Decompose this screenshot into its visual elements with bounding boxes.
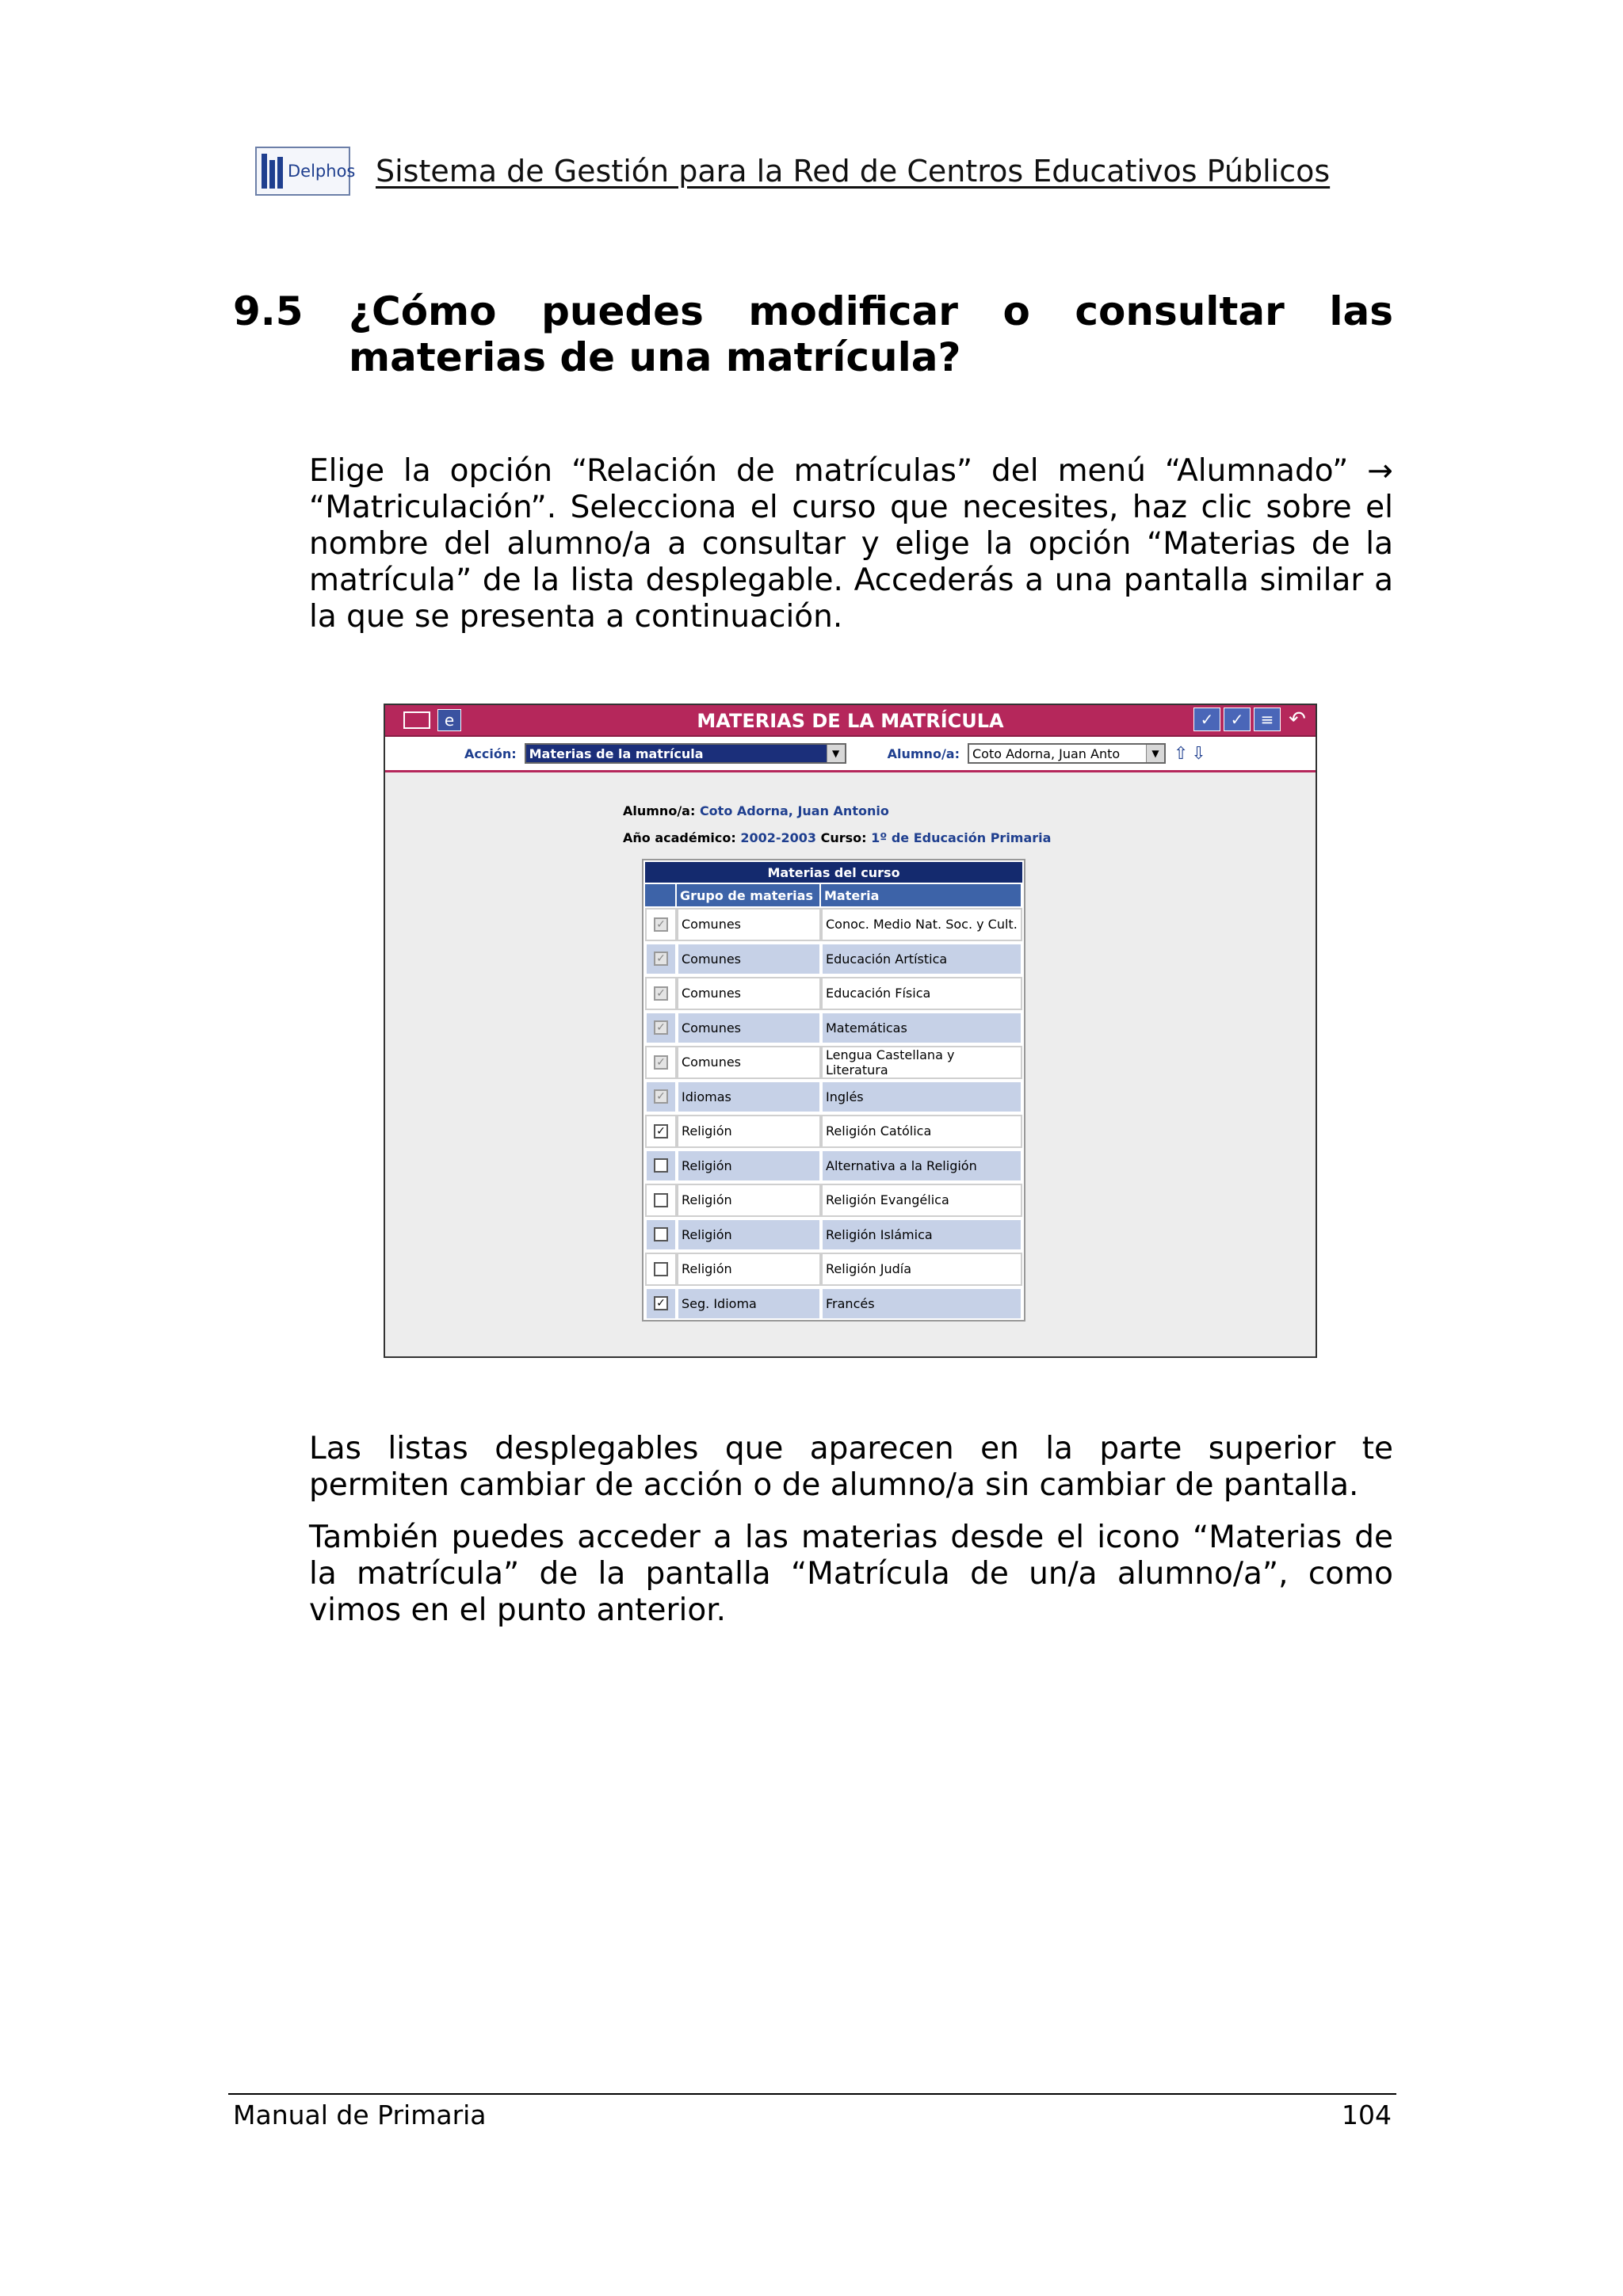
subject-checkbox: ✓ [654,1089,668,1104]
materia-cell: Religión Católica [821,1115,1022,1148]
anio-value: 2002-2003 [740,830,817,845]
header-materia: Materia [821,884,1022,906]
check-icon[interactable]: ✓ [1193,707,1220,731]
materia-cell: Educación Artística [821,943,1022,976]
title-word: las [1329,288,1393,334]
grupo-cell: Comunes [677,908,821,941]
row-check-cell [645,1115,677,1148]
row-check-cell [645,1219,677,1252]
page-header [255,146,1330,196]
section-title [349,288,1393,380]
curso-value: 1º de Educación Primaria [871,830,1052,845]
table-row [645,1046,1022,1079]
row-check-cell [645,1012,677,1045]
row-check-cell [645,1046,677,1079]
row-check-cell [645,1287,677,1321]
subject-checkbox[interactable] [654,1193,668,1207]
section-title-line2: materias de una matrícula? [349,334,961,380]
app-titlebar [385,705,1316,737]
table-row [645,1287,1022,1321]
subject-checkbox: ✓ [654,952,668,966]
subject-checkbox[interactable] [654,1227,668,1241]
grupo-cell: Religión [677,1184,821,1217]
app-toolbar [385,737,1316,772]
grupo-cell: Idiomas [677,1081,821,1114]
columns-icon [262,154,283,189]
accion-label: Acción: [464,746,517,761]
alumno-info-value: Coto Adorna, Juan Antonio [699,803,889,818]
accion-select-value: Materias de la matrícula [526,745,827,762]
table-header [645,884,1022,906]
table-row [645,1150,1022,1183]
chevron-down-icon: ▼ [827,745,845,762]
header-title: Sistema de Gestión para la Red de Centros Educativos Públicos [376,154,1331,189]
arrow-down-icon[interactable]: ⇩ [1191,743,1209,764]
row-check-cell [645,977,677,1010]
table-row [645,1219,1022,1252]
row-check-cell [645,908,677,941]
course-info [623,830,1051,845]
materia-cell: Religión Evangélica [821,1184,1022,1217]
anio-label: Año académico: [623,830,736,845]
table-row [645,1184,1022,1217]
alumno-info-label: Alumno/a: [623,803,696,818]
alumno-select[interactable] [968,743,1166,764]
page-number: 104 [1342,2100,1392,2130]
materias-table [642,859,1025,1322]
table-row [645,1012,1022,1045]
paragraph-dropdowns: Las listas desplegables que aparecen en la parte superior te permiten cambiar de acción o de alumno/a sin cambiar de pantalla. [309,1431,1393,1503]
titlebar-actions [1193,707,1311,731]
header-grupo: Grupo de materias [677,884,821,906]
row-check-cell [645,1184,677,1217]
title-word: ¿Cómo [349,288,497,334]
grupo-cell: Religión [677,1253,821,1286]
paragraph-intro: Elige la opción “Relación de matrículas” del menú “Alumnado” → “Matriculación”. Selecciona el curso que necesites, haz clic sobre el nombre del alumno/a a consultar y elige la opción “Materias de la matrícula” de la lista desplegable. Accederás a una pantalla similar a la que se presenta a continuación. [309,453,1393,635]
subject-checkbox[interactable]: ✓ [654,1124,668,1138]
subject-checkbox: ✓ [654,1055,668,1070]
row-check-cell [645,1081,677,1114]
footer-divider [228,2093,1396,2095]
table-row [645,1253,1022,1286]
section-number: 9.5 [233,288,304,334]
subject-checkbox: ✓ [654,1020,668,1035]
table-row [645,908,1022,941]
undo-icon[interactable]: ↶ [1289,707,1306,731]
table-row [645,1115,1022,1148]
subject-checkbox: ✓ [654,917,668,932]
document-icon[interactable]: ≡ [1254,707,1281,731]
e-icon[interactable]: e [437,709,461,731]
check-refresh-icon[interactable]: ✓ [1224,707,1251,731]
table-row [645,977,1022,1010]
materia-cell: Alternativa a la Religión [821,1150,1022,1183]
title-word: puedes [541,288,704,334]
subject-checkbox[interactable]: ✓ [654,1296,668,1310]
materia-cell: Religión Islámica [821,1219,1022,1252]
table-row [645,1081,1022,1114]
materia-cell: Conoc. Medio Nat. Soc. y Cult. [821,908,1022,941]
delphos-logo [255,147,356,196]
title-word: o [1002,288,1030,334]
row-check-cell [645,1253,677,1286]
subject-checkbox[interactable] [654,1262,668,1276]
materia-cell: Educación Física [821,977,1022,1010]
row-check-cell [645,1150,677,1183]
grupo-cell: Comunes [677,1046,821,1079]
grupo-cell: Religión [677,1150,821,1183]
title-word: consultar [1075,288,1285,334]
footer-title: Manual de Primaria [233,2100,487,2130]
materia-cell: Lengua Castellana y Literatura [821,1046,1022,1079]
subject-checkbox[interactable] [654,1158,668,1173]
table-row [645,943,1022,976]
row-check-cell [645,943,677,976]
alumno-select-value: Coto Adorna, Juan Anto [972,746,1121,761]
grupo-cell: Comunes [677,977,821,1010]
table-caption: Materias del curso [645,862,1022,883]
alumno-label: Alumno/a: [887,746,960,761]
prev-next-arrows [1174,744,1209,764]
table-body [643,908,1024,1320]
section-title-line1 [349,288,1393,334]
header-check [645,884,677,906]
chevron-down-icon: ▼ [1146,745,1164,762]
materia-cell: Francés [821,1287,1022,1321]
grupo-cell: Seg. Idioma [677,1287,821,1321]
student-info [623,803,889,818]
title-word: modificar [748,288,958,334]
arrow-up-icon[interactable]: ⇧ [1173,743,1192,764]
grupo-cell: Religión [677,1115,821,1148]
curso-label: Curso: [820,830,867,845]
app-title: MATERIAS DE LA MATRÍCULA [697,710,1004,732]
grupo-cell: Comunes [677,943,821,976]
logo-text: Delphos [288,162,356,181]
app-screenshot [384,704,1317,1358]
materia-cell: Inglés [821,1081,1022,1114]
materia-cell: Religión Judía [821,1253,1022,1286]
paragraph-icon: También puedes acceder a las materias desde el icono “Materias de la matrícula” de la pantalla “Matrícula de un/a alumno/a”, como vimos en el punto anterior. [309,1520,1393,1628]
grupo-cell: Religión [677,1219,821,1252]
materia-cell: Matemáticas [821,1012,1022,1045]
mail-icon[interactable] [401,709,433,731]
grupo-cell: Comunes [677,1012,821,1045]
accion-select[interactable] [525,743,846,764]
subject-checkbox: ✓ [654,986,668,1001]
